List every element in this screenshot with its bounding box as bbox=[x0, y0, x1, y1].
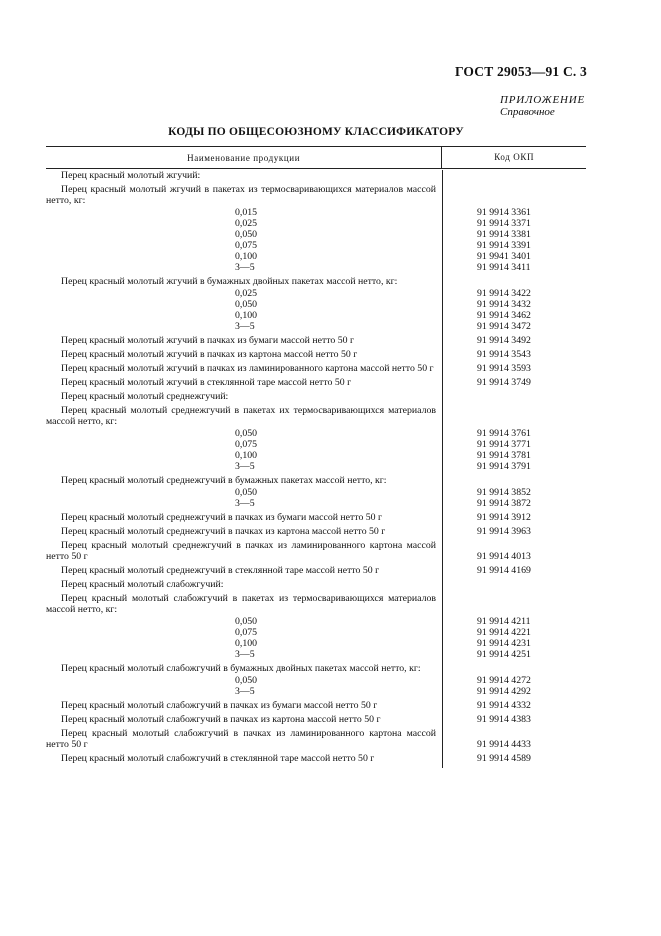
table-row bbox=[46, 349, 586, 360]
table-row bbox=[46, 487, 586, 498]
net-mass-cell: 0,015 bbox=[235, 207, 258, 218]
table-row bbox=[46, 649, 586, 660]
table-row bbox=[46, 512, 586, 523]
okp-code-cell: 91 9941 3401 bbox=[477, 251, 531, 262]
table-row bbox=[46, 728, 586, 750]
okp-code-cell: 91 9914 4013 bbox=[477, 551, 531, 562]
product-name-cell: Перец красный молотый среднежгучий в пачках из бумаги массой нетто 50 г bbox=[61, 512, 383, 523]
product-name-cell: Перец красный молотый слабожгучий в пачках из бумаги массой нетто 50 г bbox=[61, 700, 378, 711]
product-name-cell: Перец красный молотый среднежгучий в пачках из картона массой нетто 50 г bbox=[61, 526, 386, 537]
table-row bbox=[46, 218, 586, 229]
table-row bbox=[46, 675, 586, 686]
okp-code-cell: 91 9914 3593 bbox=[477, 363, 531, 374]
table-row bbox=[46, 753, 586, 764]
table-row bbox=[46, 405, 586, 427]
net-mass-cell: 3—5 bbox=[235, 321, 255, 332]
okp-code-cell: 91 9914 3852 bbox=[477, 487, 531, 498]
table-row bbox=[46, 310, 586, 321]
net-mass-cell: 0,025 bbox=[235, 288, 258, 299]
net-mass-cell: 0,075 bbox=[235, 439, 258, 450]
okp-code-cell: 91 9914 3749 bbox=[477, 377, 531, 388]
product-name-cell: Перец красный молотый слабожгучий в бумажных двойных пакетах массой нетто, кг: bbox=[61, 663, 421, 674]
product-name-cell: Перец красный молотый среднежгучий в пачках из ламинированного картона массой нетто 50 г bbox=[46, 540, 436, 562]
okp-code-cell: 91 9914 3963 bbox=[477, 526, 531, 537]
table-row bbox=[46, 565, 586, 576]
table-row bbox=[46, 526, 586, 537]
table-row bbox=[46, 207, 586, 218]
okp-code-cell: 91 9914 4221 bbox=[477, 627, 531, 638]
table-row bbox=[46, 540, 586, 562]
okp-code-cell: 91 9914 3781 bbox=[477, 450, 531, 461]
net-mass-cell: 0,100 bbox=[235, 638, 258, 649]
okp-code-cell: 91 9914 4169 bbox=[477, 565, 531, 576]
table-row bbox=[46, 593, 586, 615]
okp-code-cell: 91 9914 3872 bbox=[477, 498, 531, 509]
table-row bbox=[46, 335, 586, 346]
okp-code-cell: 91 9914 3422 bbox=[477, 288, 531, 299]
column-header-name: Наименование продукции bbox=[187, 152, 301, 163]
table-row bbox=[46, 663, 586, 674]
table-row bbox=[46, 428, 586, 439]
product-name-cell: Перец красный молотый жгучий в стеклянной таре массой нетто 50 г bbox=[61, 377, 352, 388]
okp-code-cell: 91 9914 4292 bbox=[477, 686, 531, 697]
okp-code-cell: 91 9914 3472 bbox=[477, 321, 531, 332]
okp-code-cell: 91 9914 3462 bbox=[477, 310, 531, 321]
net-mass-cell: 0,050 bbox=[235, 299, 258, 310]
table-row bbox=[46, 299, 586, 310]
appendix-label bbox=[500, 94, 585, 118]
okp-code-cell: 91 9914 3391 bbox=[477, 240, 531, 251]
product-name-cell: Перец красный молотый среднежгучий в бумажных пакетах массой нетто, кг: bbox=[61, 475, 387, 486]
net-mass-cell: 3—5 bbox=[235, 649, 255, 660]
product-name-cell: Перец красный молотый жгучий: bbox=[61, 170, 201, 181]
okp-code-cell: 91 9914 3432 bbox=[477, 299, 531, 310]
table-row bbox=[46, 377, 586, 388]
net-mass-cell: 0,025 bbox=[235, 218, 258, 229]
table-row bbox=[46, 475, 586, 486]
net-mass-cell: 0,050 bbox=[235, 487, 258, 498]
table-row bbox=[46, 251, 586, 262]
okp-code-cell: 91 9914 3761 bbox=[477, 428, 531, 439]
table-row bbox=[46, 627, 586, 638]
okp-code-cell: 91 9914 3771 bbox=[477, 439, 531, 450]
product-name-cell: Перец красный молотый жгучий в пачках из картона массой нетто 50 г bbox=[61, 349, 358, 360]
table-row bbox=[46, 229, 586, 240]
okp-code-cell: 91 9914 4231 bbox=[477, 638, 531, 649]
okp-code-cell: 91 9914 3543 bbox=[477, 349, 531, 360]
product-name-cell: Перец красный молотый слабожгучий в пачках из картона массой нетто 50 г bbox=[61, 714, 381, 725]
table-row bbox=[46, 184, 586, 206]
column-header-code: Код ОКП bbox=[441, 147, 586, 168]
table-header bbox=[46, 146, 586, 169]
product-name-cell: Перец красный молотый жгучий в бумажных двойных пакетах массой нетто, кг: bbox=[61, 276, 398, 287]
net-mass-cell: 0,100 bbox=[235, 450, 258, 461]
net-mass-cell: 3—5 bbox=[235, 262, 255, 273]
okp-code-cell: 91 9914 3371 bbox=[477, 218, 531, 229]
table-row bbox=[46, 579, 586, 590]
product-name-cell: Перец красный молотый слабожгучий в пачках из ламинированного картона массой нетто 50 г bbox=[46, 728, 436, 750]
table-row bbox=[46, 288, 586, 299]
okp-code-cell: 91 9914 4251 bbox=[477, 649, 531, 660]
net-mass-cell: 0,100 bbox=[235, 251, 258, 262]
table-row bbox=[46, 450, 586, 461]
net-mass-cell: 3—5 bbox=[235, 461, 255, 472]
product-name-cell: Перец красный молотый среднежгучий в пакетах их термосваривающихся материалов массой нетто, кг: bbox=[46, 405, 436, 427]
table-row bbox=[46, 616, 586, 627]
table-row bbox=[46, 714, 586, 725]
net-mass-cell: 0,050 bbox=[235, 229, 258, 240]
okp-code-cell: 91 9914 4211 bbox=[477, 616, 531, 627]
table-row bbox=[46, 262, 586, 273]
net-mass-cell: 0,075 bbox=[235, 627, 258, 638]
net-mass-cell: 0,100 bbox=[235, 310, 258, 321]
table-row bbox=[46, 321, 586, 332]
appendix-title: ПРИЛОЖЕНИЕ bbox=[500, 94, 585, 106]
net-mass-cell: 3—5 bbox=[235, 686, 255, 697]
table-row bbox=[46, 461, 586, 472]
okp-code-cell: 91 9914 3492 bbox=[477, 335, 531, 346]
okp-code-cell: 91 9914 4272 bbox=[477, 675, 531, 686]
product-name-cell: Перец красный молотый жгучий в пакетах из термосваривающихся материалов массой нетто, кг: bbox=[46, 184, 436, 206]
table-row bbox=[46, 240, 586, 251]
table-row bbox=[46, 700, 586, 711]
net-mass-cell: 0,050 bbox=[235, 428, 258, 439]
table-row bbox=[46, 170, 586, 181]
okp-code-cell: 91 9914 3791 bbox=[477, 461, 531, 472]
table-row bbox=[46, 498, 586, 509]
net-mass-cell: 3—5 bbox=[235, 498, 255, 509]
net-mass-cell: 0,050 bbox=[235, 675, 258, 686]
product-name-cell: Перец красный молотый среднежгучий: bbox=[61, 391, 229, 402]
table-row bbox=[46, 638, 586, 649]
appendix-subtitle: Справочное bbox=[500, 106, 555, 118]
table-row bbox=[46, 391, 586, 402]
okp-code-cell: 91 9914 4433 bbox=[477, 739, 531, 750]
page-header: ГОСТ 29053—91 С. 3 bbox=[454, 64, 587, 79]
table-row bbox=[46, 363, 586, 374]
product-name-cell: Перец красный молотый среднежгучий в стеклянной таре массой нетто 50 г bbox=[61, 565, 380, 576]
product-name-cell: Перец красный молотый жгучий в пачках из бумаги массой нетто 50 г bbox=[61, 335, 355, 346]
table-row bbox=[46, 276, 586, 287]
codes-table bbox=[46, 146, 586, 764]
okp-code-cell: 91 9914 4332 bbox=[477, 700, 531, 711]
net-mass-cell: 0,075 bbox=[235, 240, 258, 251]
okp-code-cell: 91 9914 4383 bbox=[477, 714, 531, 725]
product-name-cell: Перец красный молотый слабожгучий в пакетах из термосваривающихся материалов массой нетто, кг: bbox=[46, 593, 436, 615]
okp-code-cell: 91 9914 3411 bbox=[477, 262, 531, 273]
document-title: КОДЫ ПО ОБЩЕСОЮЗНОМУ КЛАССИФИКАТОРУ bbox=[168, 126, 464, 138]
product-name-cell: Перец красный молотый слабожгучий в стеклянной таре массой нетто 50 г bbox=[61, 753, 375, 764]
product-name-cell: Перец красный молотый жгучий в пачках из ламинированного картона массой нетто 50 г bbox=[61, 363, 434, 374]
okp-code-cell: 91 9914 3381 bbox=[477, 229, 531, 240]
okp-code-cell: 91 9914 3361 bbox=[477, 207, 531, 218]
product-name-cell: Перец красный молотый слабожгучий: bbox=[61, 579, 224, 590]
okp-code-cell: 91 9914 4589 bbox=[477, 753, 531, 764]
table-body bbox=[46, 170, 586, 764]
table-row bbox=[46, 686, 586, 697]
okp-code-cell: 91 9914 3912 bbox=[477, 512, 531, 523]
net-mass-cell: 0,050 bbox=[235, 616, 258, 627]
table-row bbox=[46, 439, 586, 450]
